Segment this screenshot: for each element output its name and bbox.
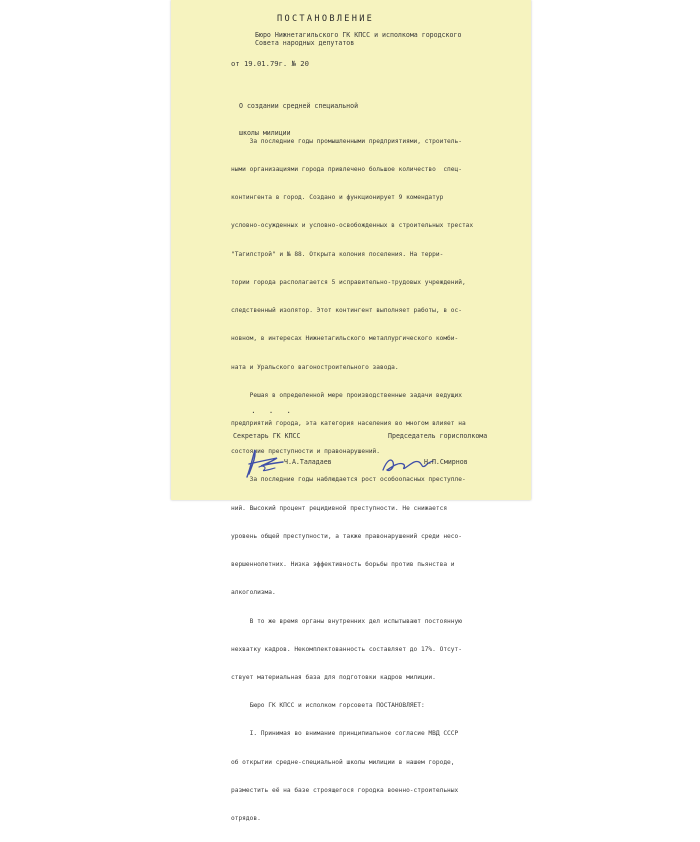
body-line: I. Принимая во внимание принципиальное согласие МВД СССР <box>231 730 459 738</box>
body-line: ствует материальная база для подготовки кадров милиции. <box>231 673 436 681</box>
document-body <box>231 118 531 842</box>
body-line: тории города располагается 5 исправительно-трудовых учреждений, <box>231 278 466 286</box>
issuer-line-1: Бюро Нижнетагильского ГК КПСС и исполкома городского <box>255 31 462 39</box>
body-line: следственный изолятор. Этот контингент выполняет работы, в ос- <box>231 307 462 315</box>
body-line: об открытии средне-специальной школы милиции в нашем городе, <box>231 758 455 766</box>
body-line: вершеннолетних. Низка эффективность борьбы против пьянства и <box>231 561 455 569</box>
body-line: "Тагилстрой" и № 88. Открыта колония поселения. На терри- <box>231 250 444 258</box>
issuer-line-2: Совета народных депутатов <box>255 39 355 47</box>
body-line: контингента в город. Создано и функционирует 9 комендатур <box>231 194 444 202</box>
omission-ellipsis: . . . <box>251 406 296 415</box>
right-signatory-name: Н.П.Смирнов <box>424 458 468 466</box>
date-number-line: от 19.01.79г. № 20 <box>231 59 309 68</box>
document-title: ПОСТАНОВЛЕНИЕ <box>277 14 375 24</box>
right-signatory-title: Председатель горисполкома <box>388 432 488 440</box>
body-line: Решая в определенной мере производственные задачи ведущих <box>231 391 462 399</box>
body-line: уровень общей преступности, а также правонарушений среди несо- <box>231 532 462 540</box>
body-line: За последние годы промышленными предприятиями, строитель- <box>231 137 462 145</box>
body-line: состояние преступности и правонарушений. <box>231 448 381 456</box>
left-signatory-name: Ч.А.Таладаев <box>284 458 332 466</box>
body-line: В то же время органы внутренних дел испытывают постоянную <box>231 617 462 625</box>
left-signatory-title: Секретарь ГК КПСС <box>233 432 301 440</box>
body-line: За последние годы наблюдается рост особоопасных преступле- <box>231 476 466 484</box>
body-line: ната и Уральского вагоностроительного завода. <box>231 363 399 371</box>
body-line: отрядов. <box>231 815 261 823</box>
subject-line-2: школы милиции <box>239 129 291 137</box>
body-line: нехватку кадров. Некомплектованность составляет до 17%. Отсут- <box>231 645 462 653</box>
body-line: новном, в интересах Нижнетагильского металлургического комби- <box>231 335 459 343</box>
body-line: разместить её на базе строящегося городка военно-строительных <box>231 786 459 794</box>
subject-line-1: О создании средней специальной <box>239 102 359 110</box>
body-line: алкоголизма. <box>231 589 276 597</box>
body-line: ний. Высокий процент рецидивной преступности. Не снижается <box>231 504 448 512</box>
body-line: ными организациями города привлечено большое количество спец- <box>231 166 462 174</box>
body-line: условно-осужденных и условно-освобожденных в строительных трестах <box>231 222 474 230</box>
body-line: предприятий города, эта категория населения во многом влияет на <box>231 420 466 427</box>
document-page <box>171 0 531 823</box>
left-handwritten-signature <box>237 444 287 480</box>
body-line: Бюро ГК КПСС и исполком горсовета ПОСТАНОВЛЯЕТ: <box>231 702 425 710</box>
